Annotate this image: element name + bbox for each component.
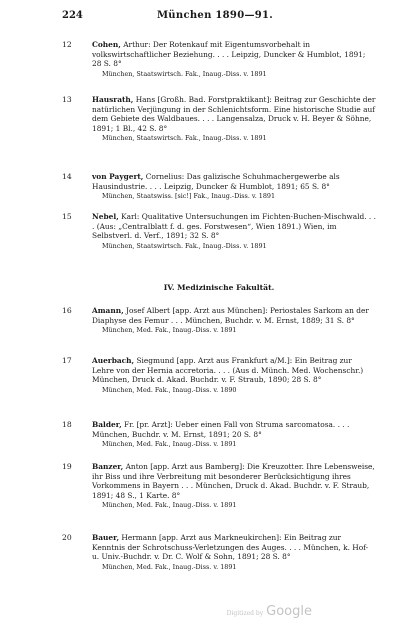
- entry-author: Nebel,: [92, 212, 119, 221]
- entry-note: München, Staatswiss. [sic!] Fak., Inaug.-Diss. v. 1891: [102, 192, 276, 201]
- entry-author: Cohen,: [92, 40, 121, 49]
- entry-note: München, Med. Fak., Inaug.-Diss. v. 1891: [102, 440, 237, 449]
- entry-number: 14: [62, 172, 72, 181]
- bibliography-entry-17: [62, 356, 376, 394]
- section-heading: IV. Medizinische Fakultät.: [163, 283, 275, 292]
- entry-number: 15: [62, 212, 72, 221]
- entry-author: Balder,: [92, 420, 122, 429]
- watermark-prefix: Digitized by: [226, 610, 264, 617]
- entry-text: [92, 172, 376, 191]
- entry-body: Anton [app. Arzt aus Bamberg]: Die Kreuzotter. Ihre Lebensweise, ihr Biss und ihre Verbreitung mit besonderer Berücksichtigung ihres Vorkommens in Bayern . . . München, Druck d. Akad. Buchdr. v. F. Straub, 1891; 48 S., 1 Karte. 8°: [92, 462, 375, 500]
- entry-number: 12: [62, 40, 72, 49]
- entry-body: Josef Albert [app. Arzt aus München]: Periostales Sarkom an der Diaphyse des Femur . . . München, Buchdr. v. M. Ernst, 1889; 31 S. 8°: [92, 306, 369, 325]
- bibliography-entry-18: [62, 420, 376, 448]
- entry-text: [92, 462, 376, 500]
- entry-number: 19: [62, 462, 72, 471]
- entry-number: 13: [62, 95, 72, 104]
- entry-author: Banzer,: [92, 462, 124, 471]
- entry-body: Cornelius: Das galizische Schuhmachergewerbe als Hausindustrie. . . . Leipzig, Duncker & Humblot, 1891; 65 S. 8°: [92, 172, 340, 191]
- entry-body: Hermann [app. Arzt aus Markneukirchen]: Ein Beitrag zur Kenntnis der Schrotschuss-Verletzungen des Auges. . . . München, k. Hof- u. Univ.-Buchdr. v. Dr. C. Wolf & Sohn, 1891; 28 S. 8°: [92, 533, 369, 562]
- entry-number: 16: [62, 306, 72, 315]
- entry-text: [92, 533, 376, 562]
- bibliography-entry-20: [62, 533, 376, 571]
- entry-text: [92, 212, 376, 241]
- google-watermark: [227, 600, 312, 619]
- entry-number: 20: [62, 533, 72, 542]
- bibliography-entry-12: [62, 40, 376, 78]
- entry-text: [92, 40, 376, 69]
- bibliography-entry-13: [62, 95, 376, 142]
- entry-note: München, Med. Fak., Inaug.-Diss. v. 1891: [102, 501, 237, 510]
- entry-body: Fr. [pr. Arzt]: Ueber einen Fall von Struma sarcomatosa. . . . München, Buchdr. v. M. Ernst, 1891; 20 S. 8°: [92, 420, 350, 439]
- entry-note: München, Staatswirtsch. Fak., Inaug.-Diss. v. 1891: [102, 134, 267, 143]
- bibliography-entry-15: [62, 212, 376, 250]
- entry-text: [92, 95, 376, 133]
- entry-text: [92, 420, 376, 439]
- bibliography-entry-16: [62, 306, 376, 334]
- entry-body: Hans [Großh. Bad. Forstpraktikant]: Beitrag zur Geschichte der natürlichen Verjüngung in der Schlenichtsform. Eine historische Studie auf dem Gebiete des Waldbaues. . . . Langensalza, Druck v. H. Beyer & Söhne, 1891; 1 Bl., 42 S. 8°: [92, 95, 376, 133]
- bibliography-entry-14: [62, 172, 376, 200]
- entry-body: Arthur: Der Rotenkauf mit Eigentumsvorbehalt in volkswirtschaftlicher Beziehung. . . . Leipzig, Duncker & Humblot, 1891; 28 S. 8°: [92, 40, 366, 69]
- entry-number: 18: [62, 420, 72, 429]
- watermark-logo: Google: [266, 604, 312, 619]
- entry-body: Siegmund [app. Arzt aus Frankfurt a/M.]: Ein Beitrag zur Lehre von der Hernia accretoria. . . . (Aus d. Münch. Med. Wochenschr.) München, Druck d. Akad. Buchdr. v. F. Straub, 1890; 28 S. 8°: [92, 356, 364, 385]
- entry-text: [92, 356, 376, 385]
- entry-author: von Paygert,: [92, 172, 144, 181]
- entry-note: München, Staatswirtsch. Fak., Inaug.-Diss. v. 1891: [102, 241, 267, 250]
- bibliography-entry-19: [62, 462, 376, 509]
- page-header: [62, 10, 368, 24]
- entry-number: 17: [62, 356, 72, 365]
- page-number: 224: [62, 10, 83, 21]
- entry-text: [92, 306, 376, 325]
- entry-note: München, Med. Fak., Inaug.-Diss. v. 1890: [102, 385, 237, 394]
- entry-body: Karl: Qualitative Untersuchungen im Fichten-Buchen-Mischwald. . . . (Aus: „Centralblatt f. d. ges. Forstwesen“, Wien 1891.) Wien, im Selbstverl. d. Verf., 1891; 32 S. 8°: [92, 212, 376, 241]
- entry-note: München, Med. Fak., Inaug.-Diss. v. 1891: [102, 562, 237, 571]
- entry-author: Bauer,: [92, 533, 120, 542]
- entry-author: Hausrath,: [92, 95, 134, 104]
- entry-author: Auerbach,: [92, 356, 135, 365]
- entry-note: München, Staatswirtsch. Fak., Inaug.-Diss. v. 1891: [102, 69, 267, 78]
- entry-author: Amann,: [92, 306, 124, 315]
- running-title: München 1890—91.: [156, 10, 274, 21]
- entry-note: München, Med. Fak., Inaug.-Diss. v. 1891: [102, 326, 237, 335]
